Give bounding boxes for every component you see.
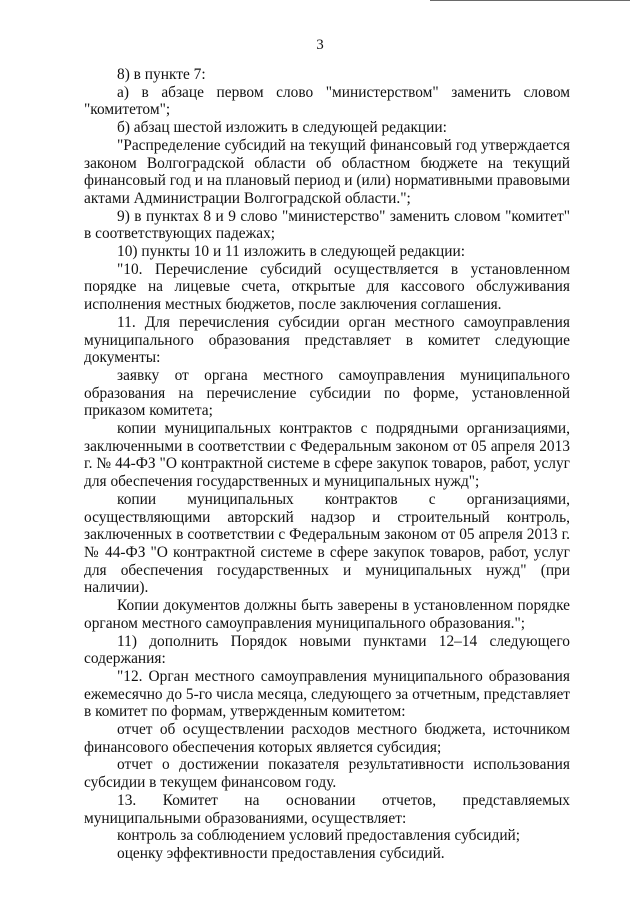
paragraph-contract-copies: копии муниципальных контрактов с подрядными организациями, заключенными в соответствии с Федеральным законом от 05 апреля 2013 г. № 44-ФЗ "О контрактной системе в сфере закупок товаров, работ, услуг для обеспечения государственных и муниципальных нужд"; [84,420,570,491]
paragraph-subsidy-distribution: "Распределение субсидий на текущий финансовый год утверждается законом Волгоградской области об областном бюджете на текущий финансовый год и на плановый период и (или) нормативными правовыми актами Администрации Волгоградской области."; [84,136,570,207]
paragraph-application: заявку от органа местного самоуправления муниципального образования на перечисление субсидии по форме, установленной приказом комитета; [84,366,570,420]
header-rule [430,0,630,1]
paragraph-point-11: 11. Для перечисления субсидии орган местного самоуправления муниципального образования представляет в комитет следующие документы: [84,313,570,367]
paragraph-item-10: 10) пункты 10 и 11 изложить в следующей редакции: [117,243,465,261]
paragraph-point-12: "12. Орган местного самоуправления муниципального образования ежемесячно до 5-го числа месяца, следующего за отчетным, представляет в комитет по формам, утвержденным комитетом: [84,667,570,721]
paragraph-item-8b: б) абзац шестой изложить в следующей редакции: [117,119,447,137]
paragraph-certified-copies: Копии документов должны быть заверены в установленном порядке органом местного самоуправления муниципального образования."; [84,597,570,632]
page-number: 3 [316,37,324,53]
paragraph-item-11: 11) дополнить Порядок новыми пунктами 12–14 следующего содержания: [84,632,570,668]
paragraph-supervision-contracts: копии муниципальных контрактов с организациями, осуществляющими авторский надзор и строительный контроль, заключенных в соответствии с Федеральным законом от 05 апреля 2013 г. № 44-ФЗ "О контрактной системе в сфере закупок товаров, работ, услуг для обеспечения государственных и муниципальных нужд" (при наличии). [84,490,570,597]
paragraph-point-10: "10. Перечисление субсидий осуществляется в установленном порядке на лицевые счета, открытые для кассового обслуживания исполнения местных бюджетов, после заключения соглашения. [84,260,570,314]
paragraph-item-9: 9) в пунктах 8 и 9 слово "министерство" заменить словом "комитет" в соответствующих падежах; [84,207,570,243]
paragraph-point-13: 13. Комитет на основании отчетов, представляемых муниципальными образованиями, осуществляет: [84,791,570,827]
paragraph-compliance-control: контроль за соблюдением условий предоставления субсидий; [117,827,521,845]
paragraph-efficiency-assessment: оценку эффективности предоставления субсидий. [117,844,445,862]
paragraph-item-8: 8) в пункте 7: [117,66,206,83]
document-body [84,66,570,863]
paragraph-expense-report: отчет об осуществлении расходов местного бюджета, источником финансового обеспечения которых является субсидия; [84,721,570,756]
paragraph-item-8a: а) в абзаце первом слово "министерством" заменить словом "комитетом"; [84,83,570,119]
paragraph-performance-report: отчет о достижении показателя результативности использования субсидии в текущем финансовом году. [84,756,570,792]
